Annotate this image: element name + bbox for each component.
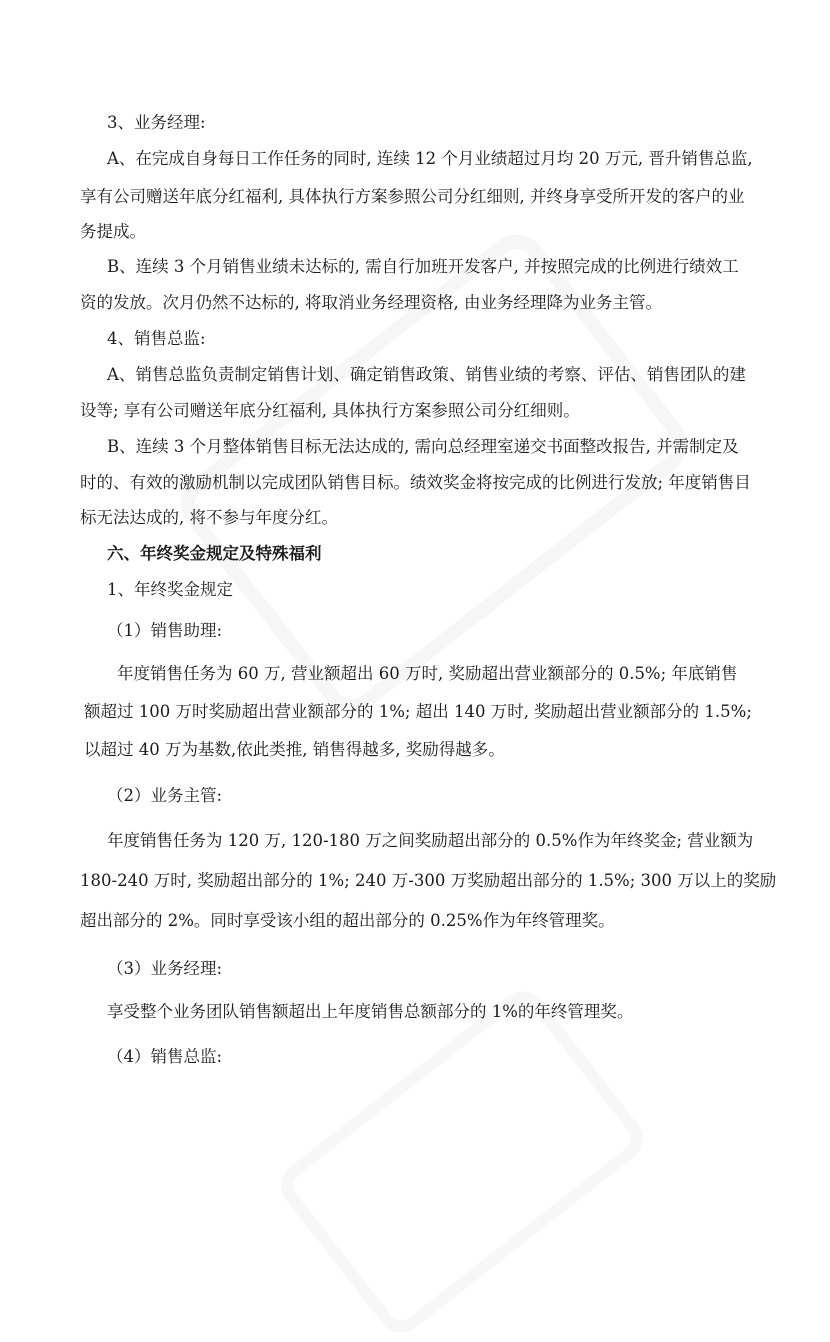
heading-business-manager-bonus: （3）业务经理: <box>107 959 223 978</box>
paragraph-line: 年度销售任务为 120 万, 120-180 万之间奖励超出部分的 0.5%作为年终奖金; 营业额为 <box>107 831 754 850</box>
paragraph-line: 资的发放。次月仍然不达标的, 将取消业务经理资格, 由业务经理降为业务主管。 <box>80 293 662 312</box>
paragraph-line: A、销售总监负责制定销售计划、确定销售政策、销售业绩的考察、评估、销售团队的建 <box>107 365 746 384</box>
paragraph-line: 以超过 40 万为基数,依此类推, 销售得越多, 奖励得越多。 <box>84 740 505 759</box>
paragraph-line: 享有公司赠送年底分红福利, 具体执行方案参照公司分红细则, 并终身享受所开发的客户的业 <box>80 187 745 206</box>
paragraph-line: 设等; 享有公司赠送年底分红福利, 具体执行方案参照公司分红细则。 <box>80 401 580 420</box>
subheading-year-end-bonus: 1、年终奖金规定 <box>107 580 233 599</box>
paragraph-line: 标无法达成的, 将不参与年度分红。 <box>80 508 338 527</box>
paragraph-line: 年度销售任务为 60 万, 营业额超出 60 万时, 奖励超出营业额部分的 0.5%; 年底销售 <box>117 664 738 683</box>
paragraph-line: B、连续 3 个月销售业绩未达标的, 需自行加班开发客户, 并按照完成的比例进行绩效工 <box>107 257 739 276</box>
paragraph-line: 180-240 万时, 奖励超出部分的 1%; 240 万-300 万奖励超出部分的 1.5%; 300 万以上的奖励 <box>80 871 777 890</box>
heading-sales-assistant: （1）销售助理: <box>107 621 223 640</box>
paragraph-line: 额超过 100 万时奖励超出营业额部分的 1%; 超出 140 万时, 奖励超出营业额部分的 1.5%; <box>84 702 752 721</box>
heading-sales-director: 4、销售总监: <box>107 329 206 348</box>
paragraph-line: 超出部分的 2%。同时享受该小组的超出部分的 0.25%作为年终管理奖。 <box>80 911 615 930</box>
paragraph-line: 时的、有效的激励机制以完成团队销售目标。绩效奖金将按完成的比例进行发放; 年度销售目 <box>80 473 751 492</box>
paragraph-line: 享受整个业务团队销售额超出上年度销售总额部分的 1%的年终管理奖。 <box>107 1002 634 1021</box>
paragraph-line: B、连续 3 个月整体销售目标无法达成的, 需向总经理室递交书面整改报告, 并需制定及 <box>107 437 739 456</box>
heading-business-supervisor: （2）业务主管: <box>107 786 223 805</box>
heading-business-manager: 3、业务经理: <box>107 113 206 132</box>
heading-sales-director-bonus: （4）销售总监: <box>107 1047 223 1066</box>
paragraph-line: 务提成。 <box>80 222 146 241</box>
section-heading-bonus: 六、年终奖金规定及特殊福利 <box>107 544 322 563</box>
watermark-stamp-lower <box>272 982 653 1342</box>
paragraph-line: A、在完成自身每日工作任务的同时, 连续 12 个月业绩超过月均 20 万元, 晋升销售总监, <box>107 149 753 168</box>
